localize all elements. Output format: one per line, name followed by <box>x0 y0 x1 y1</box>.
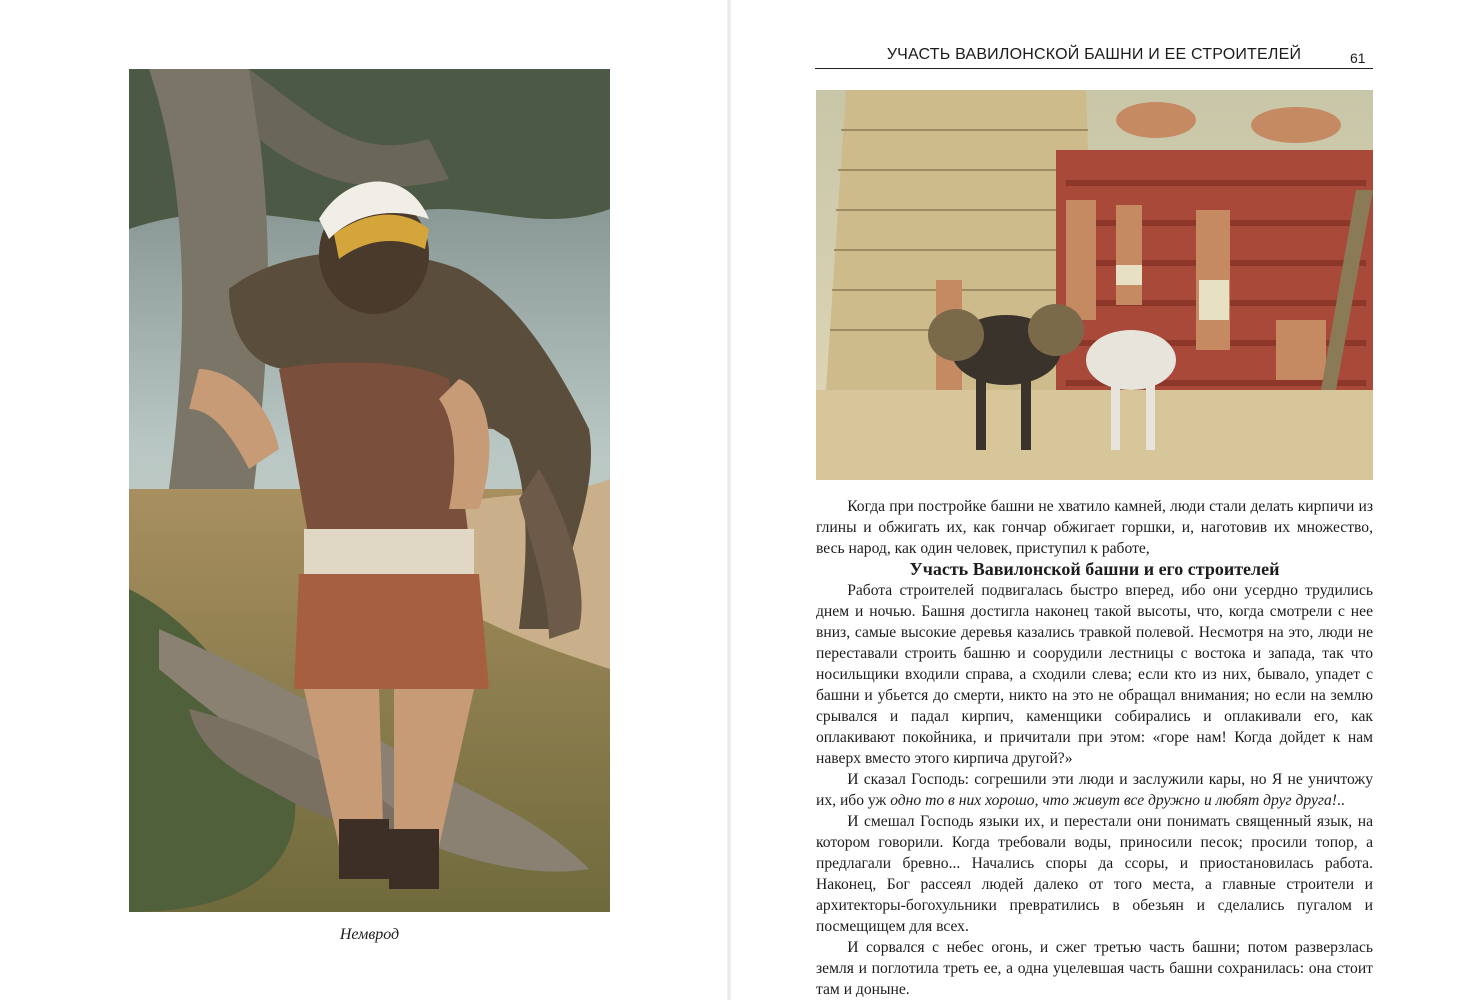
paragraph: И смешал Господь языки их, и перестали они понимать священный язык, на котором говорили. Когда требовали воды, приносили песок; просили топор, а предлагали бревно... Начались споры да ссоры, и приостановилась работа. Наконец, Бог рассеял людей далеко от того места, а главные строители и архитекторы-богохульники превратились в обезьян и сделались пугалом и посмещищем для всех. <box>816 813 1373 935</box>
nimrod-painting <box>129 69 610 912</box>
left-page <box>0 0 729 1000</box>
right-page <box>729 0 1459 1000</box>
section-title: Участь Вавилонской башни и его строителей <box>909 559 1280 579</box>
text-block <box>816 496 1373 1000</box>
plate-caption: Немврод <box>339 926 400 943</box>
paragraph: И сорвался с небес огонь, и сжег третью часть башни; потом разверзлась земля и поглотила треть ее, а одна уцелевшая часть башни сохранилась: она стоит там и доныне. <box>816 939 1373 998</box>
paragraph <box>816 769 1373 811</box>
paragraph-text: И сказал Господь: согрешили эти люди и заслужили кары, но Я не уничтожу их, ибо уж <box>816 771 1373 809</box>
running-head: УЧАСТЬ ВАВИЛОНСКОЙ БАШНИ И ЕЕ СТРОИТЕЛЕЙ <box>886 46 1302 63</box>
paragraph-text-end: .. <box>1336 792 1345 809</box>
paragraph: Работа строителей подвигалась быстро вперед, ибо они усердно трудились днем и ночью. Башня достигла наконец такой высоты, что, когда смотрели с нее вниз, самые высокие деревья казались травкой полевой. Несмотря на это, люди не переставали строить башню и соорудили лестницы с востока и запада, так что носильщики входили справа, а сходили слева; если кто из них, бывало, упадет с башни и убьется до смерти, никто на это не обращал внимания; но если на землю срывался и падал кирпич, каменщики собирались и оплакивали его, как оплакивают покойника, и причитали при этом: «горе нам! Когда дойдет к нам наверх вместо этого кирпича другой?» <box>816 582 1373 767</box>
running-head-rule <box>815 46 1373 69</box>
intro-paragraph: Когда при постройке башни не хватило камней, люди стали делать кирпичи из глины и обжигать их, как гончар обжигает горшки, и, наготовив их множество, весь народ, как один человек, приступил к работе, <box>816 498 1373 557</box>
page-number: 61 <box>1350 50 1366 66</box>
italic-phrase: одно то в них хорошо, что живут все дружно и любят друг друга! <box>890 792 1337 809</box>
tower-builders-painting <box>816 90 1373 480</box>
